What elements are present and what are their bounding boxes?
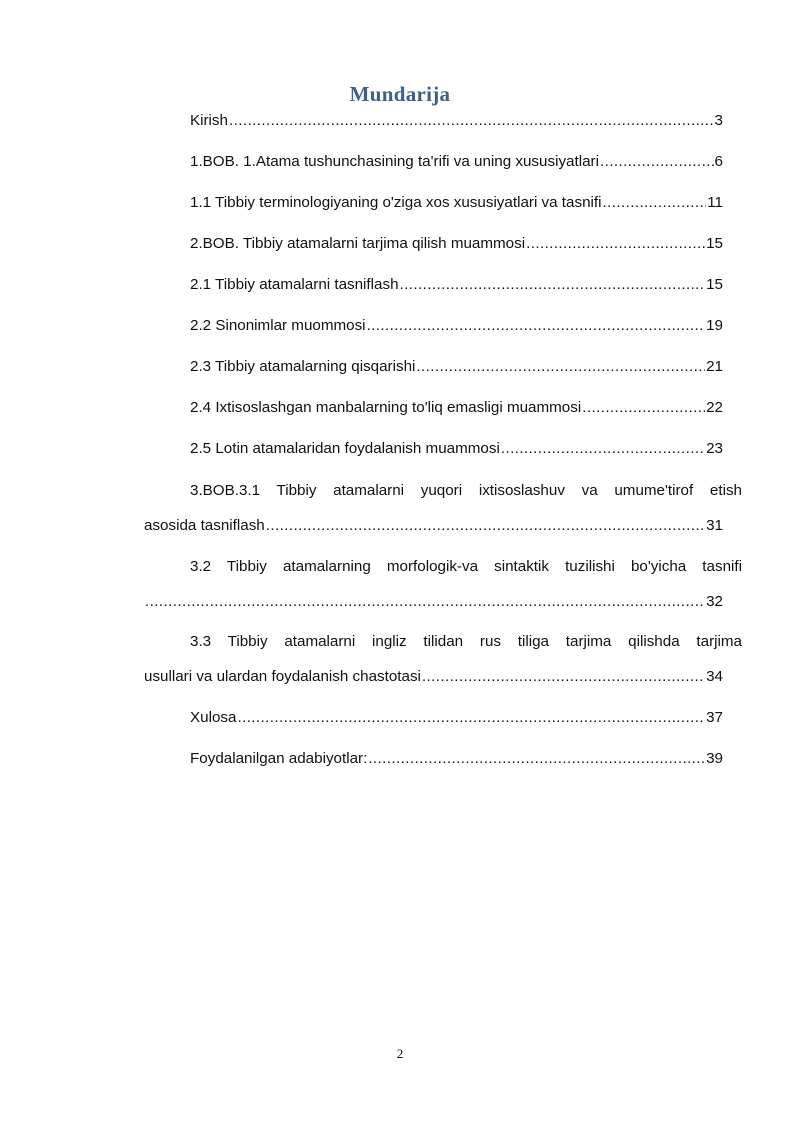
dot-leader: [266, 516, 705, 536]
toc-entry-line2: usullari va ulardan foydalanish chastotasi: [144, 668, 421, 685]
page-title: Mundarija: [349, 82, 451, 106]
toc-entry-bob-3-1[interactable]: [144, 481, 742, 536]
toc-entry-label: Foydalanilgan adabiyotlar:: [190, 750, 368, 767]
toc-entry-2-5[interactable]: [190, 439, 723, 459]
toc-entry-label: 1.BOB. 1.Atama tushunchasining ta'rifi va uning xususiyatlari: [190, 153, 599, 170]
toc-entry-page: 15: [706, 276, 723, 293]
dot-leader: [237, 708, 705, 728]
dot-leader: [145, 592, 705, 612]
toc-entry-line2-row: [144, 516, 723, 536]
dot-leader: [526, 234, 705, 254]
toc-entry-page: 34: [706, 668, 723, 685]
toc-entry-page: 19: [706, 317, 723, 334]
dot-leader: [582, 398, 705, 418]
toc-entry-1-1[interactable]: [190, 193, 723, 213]
toc-entry-2-2[interactable]: [190, 316, 723, 336]
toc-entry-label: 2.5 Lotin atamalaridan foydalanish muammosi: [190, 440, 500, 457]
toc-entry-label: 2.BOB. Tibbiy atamalarni tarjima qilish muammosi: [190, 235, 526, 252]
toc-entry-label: Kirish: [190, 112, 228, 129]
toc-entry-label: 2.1 Tibbiy atamalarni tasniflash: [190, 276, 399, 293]
dot-leader: [600, 152, 714, 172]
toc-entry-line1: 3.2 Tibbiy atamalarning morfologik-va sintaktik tuzilishi bo'yicha tasnifi: [190, 558, 742, 575]
dot-leader: [368, 749, 705, 769]
toc-entry-label: 2.4 Ixtisoslashgan manbalarning to'liq emasligi muammosi: [190, 399, 582, 416]
toc-entry-3-3[interactable]: [144, 632, 742, 687]
toc-entry-line1: 3.3 Tibbiy atamalarni ingliz tilidan rus tiliga tarjima qilishda tarjima: [190, 633, 742, 650]
dot-leader: [367, 316, 706, 336]
toc-entry-label: 1.1 Tibbiy terminologiyaning o'ziga xos xususiyatlari va tasnifi: [190, 194, 602, 211]
toc-entry-3-2[interactable]: [144, 557, 742, 612]
toc-entry-page: 31: [706, 517, 723, 534]
dot-leader: [229, 111, 714, 131]
toc-entry-bob-1[interactable]: [190, 152, 723, 172]
toc-entry-page: 15: [706, 235, 723, 252]
dot-leader: [602, 193, 706, 213]
toc-entry-page: 22: [706, 399, 723, 416]
dot-leader: [400, 275, 706, 295]
page-number: 2: [396, 1046, 404, 1061]
toc-entry-page: 23: [706, 440, 723, 457]
toc-entry-adabiyotlar[interactable]: [190, 749, 723, 769]
toc-entry-page: 37: [706, 709, 723, 726]
toc-entry-2-1[interactable]: [190, 275, 723, 295]
toc-entry-2-4[interactable]: [190, 398, 723, 418]
toc-entry-xulosa[interactable]: [190, 708, 723, 728]
toc-entry-line2: asosida tasniflash: [144, 517, 265, 534]
toc-entry-line2-row: [144, 667, 723, 687]
toc-entry-page: 32: [706, 593, 723, 610]
toc-entry-kirish[interactable]: [190, 111, 723, 131]
toc-entry-page: 3: [714, 112, 723, 129]
toc-entry-line2-row: [144, 592, 723, 612]
toc-entry-page: 6: [714, 153, 723, 170]
toc-entry-label: 2.3 Tibbiy atamalarning qisqarishi: [190, 358, 416, 375]
toc-entry-page: 39: [706, 750, 723, 767]
dot-leader: [416, 357, 705, 377]
toc-entry-label: Xulosa: [190, 709, 237, 726]
toc-entry-page: 21: [706, 358, 723, 375]
toc-entry-label: 2.2 Sinonimlar muommosi: [190, 317, 366, 334]
dot-leader: [501, 439, 705, 459]
toc-entry-2-3[interactable]: [190, 357, 723, 377]
toc-entry-page: 11: [707, 194, 723, 211]
dot-leader: [422, 667, 705, 687]
toc-entry-line1: 3.BOB.3.1 Tibbiy atamalarni yuqori ixtisoslashuv va umume'tirof etish: [190, 482, 742, 499]
toc-entry-bob-2[interactable]: [190, 234, 723, 254]
